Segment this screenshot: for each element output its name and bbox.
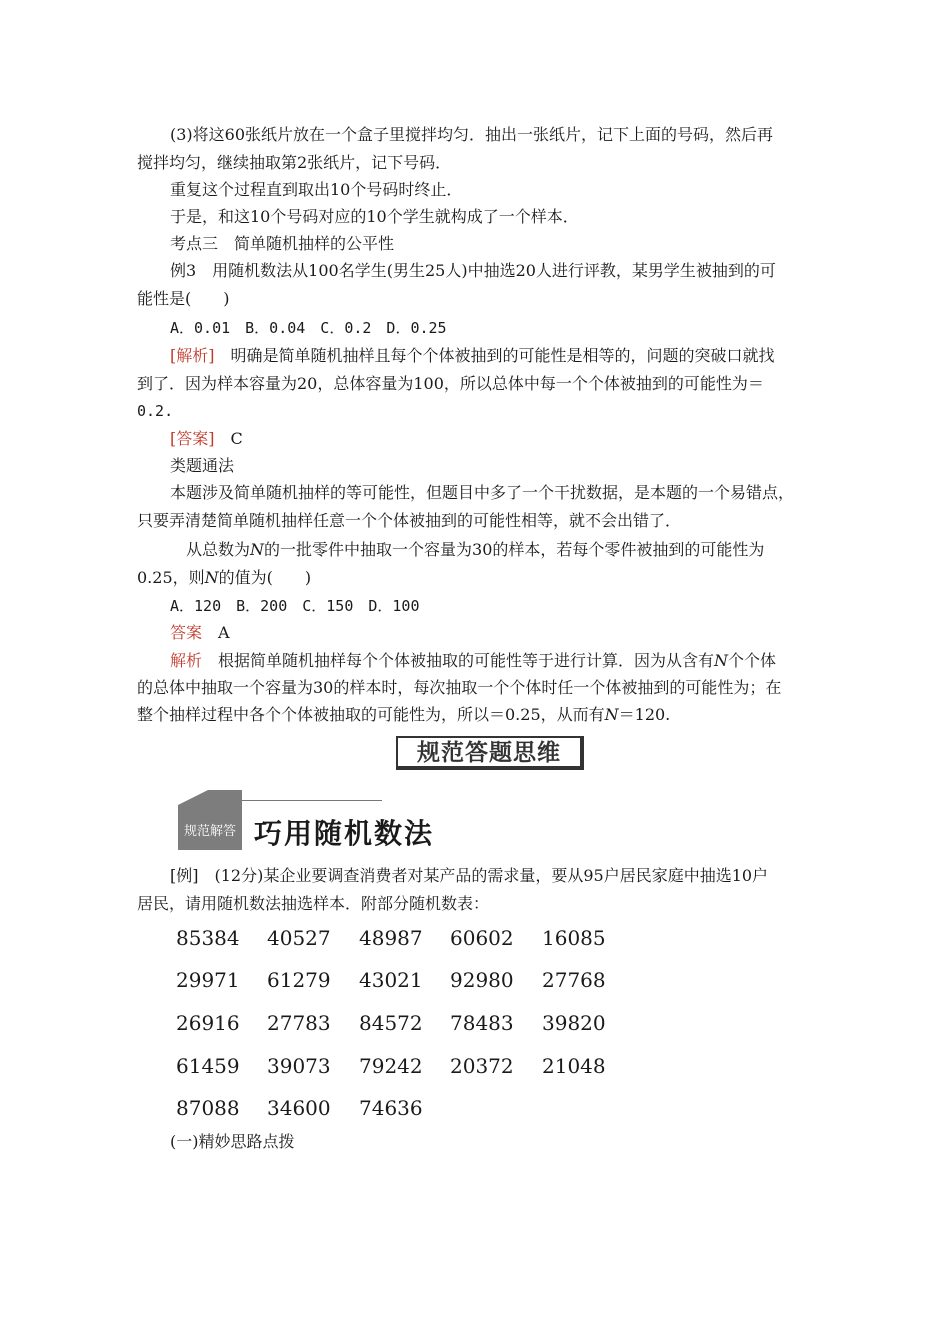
random-number-cell: 74636 [359,1096,423,1120]
random-number-cell: 39820 [542,1011,606,1035]
text-span: 0.25，则 [137,568,205,587]
random-number-cell: 84572 [359,1011,423,1035]
variable-n: N [204,568,219,587]
text-span: 的一批零件中抽取一个容量为30的样本，若每个零件被抽到的可能性为 [264,540,765,559]
text-line: 于是，和这10个号码对应的10个学生就构成了一个样本． [170,207,579,226]
answer-options: A．120 B．200 C．150 D．100 [170,597,420,615]
section-title: 巧用随机数法 [254,817,435,850]
subheading: (一)精妙思路点拨 [170,1132,295,1151]
text-span: 根据简单随机抽样每个个体被抽取的可能性等于进行计算．因为从含有 [202,651,715,670]
random-number-cell: 79242 [359,1054,423,1078]
analysis-text: 明确是简单随机抽样且每个个体被抽到的可能性是相等的，问题的突破口就找 [214,346,775,365]
random-number-cell: 39073 [267,1054,331,1078]
text-line: 0.2. [137,402,174,420]
random-number-cell: 27783 [267,1011,331,1035]
answer-line [170,429,850,449]
answer-tag: 答案 [170,623,203,642]
random-number-cell: 43021 [359,968,423,992]
text-span: 个个体 [728,651,777,670]
text-span: 的值为( ) [218,568,312,587]
random-number-cell: 16085 [542,926,606,950]
text-span: ＝120. [618,705,671,724]
example-question: 例3 用随机数法从100名学生(男生25人)中抽选20人进行评教，某男学生被抽到的可 [170,261,776,280]
text-span: 从总数为 [186,540,251,559]
random-number-cell: 61279 [267,968,331,992]
text-line: 能性是( ) [137,289,230,308]
section-heading: 考点三 简单随机抽样的公平性 [170,234,395,253]
text-line: 搅拌均匀，继续抽取第2张纸片，记下号码． [137,153,452,172]
text-line [137,705,817,725]
random-number-cell: 27768 [542,968,606,992]
answer-options: A．0.01 B．0.04 C．0.2 D．0.25 [170,319,447,337]
variable-n: N [604,705,619,724]
analysis-tag: [解析] [170,346,215,365]
text-line: 本题涉及简单随机抽样的等可能性，但题目中多了一个干扰数据，是本题的一个易错点， [170,483,795,502]
analysis-tag: 解析 [170,651,203,670]
answer-line [170,623,850,643]
random-number-cell: 29971 [176,968,240,992]
variable-n: N [714,651,729,670]
variable-n: N [250,540,265,559]
subheading: 类题通法 [170,456,235,475]
section-rule [242,800,382,801]
random-number-cell: 40527 [267,926,331,950]
random-number-cell: 61459 [176,1054,240,1078]
analysis-line [170,651,850,671]
exercise-question [186,540,866,560]
random-number-cell: 78483 [450,1011,514,1035]
analysis-line [170,346,850,366]
answer-text: A [202,623,230,642]
random-number-cell: 92980 [450,968,514,992]
random-number-cell: 21048 [542,1054,606,1078]
random-number-cell: 87088 [176,1096,240,1120]
text-line: (3)将这60张纸片放在一个盒子里搅拌均匀．抽出一张纸片，记下上面的号码，然后再 [170,125,774,144]
text-line: 的总体中抽取一个容量为30的样本时，每次抽取一个个体时任一个体被抽到的可能性为；在 [137,678,782,697]
random-number-cell: 26916 [176,1011,240,1035]
text-line: 居民，请用随机数法抽选样本．附部分随机数表： [137,894,490,913]
random-number-cell: 60602 [450,926,514,950]
text-span: 整个抽样过程中各个个体被抽取的可能性为，所以＝0.25，从而有 [137,705,605,724]
answer-text: C [214,429,243,448]
text-line: 只要弄清楚简单随机抽样任意一个个体被抽到的可能性相等，就不会出错了． [137,511,682,530]
example-question: [例] (12分)某企业要调查消费者对某产品的需求量，要从95户居民家庭中抽选10户 [170,866,769,885]
answer-tag: [答案] [170,429,215,448]
text-line [137,568,817,588]
section-banner: 规范答题思维 [396,736,584,770]
random-number-cell: 48987 [359,926,423,950]
random-number-cell: 20372 [450,1054,514,1078]
random-number-cell: 34600 [267,1096,331,1120]
random-number-cell: 85384 [176,926,240,950]
text-line: 到了．因为样本容量为20，总体容量为100，所以总体中每一个个体被抽到的可能性为＝ [137,374,764,393]
text-line: 重复这个过程直到取出10个号码时终止． [170,180,463,199]
section-tab-label: 规范解答 [183,824,236,839]
